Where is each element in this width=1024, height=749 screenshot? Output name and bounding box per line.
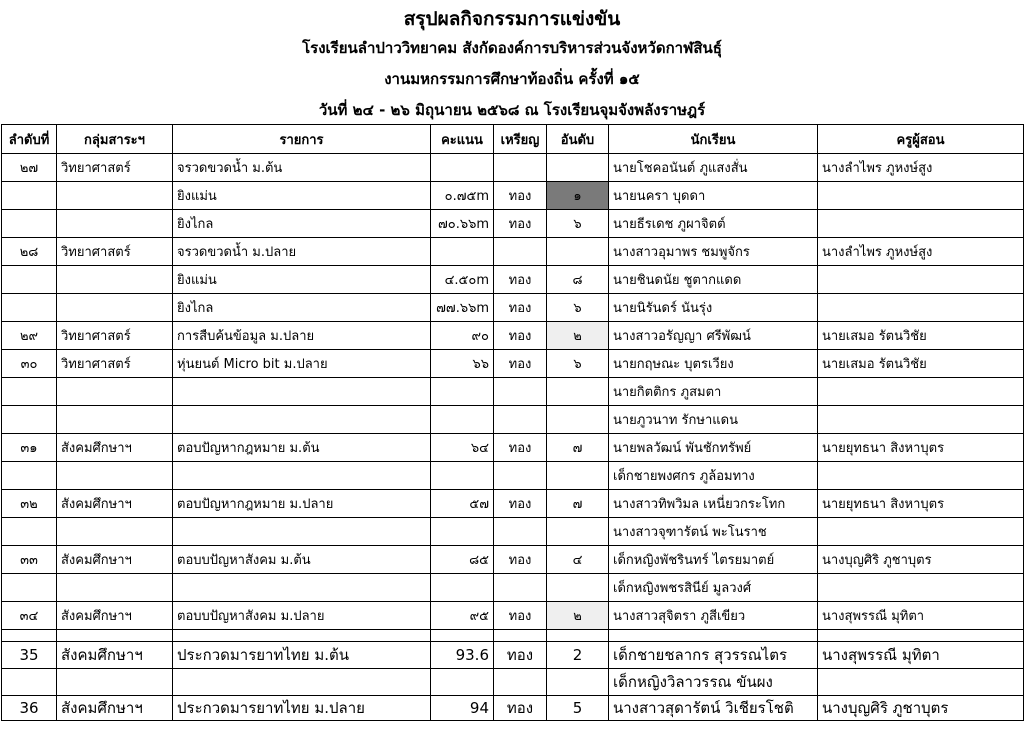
cell-score: ๘๕ — [431, 546, 494, 574]
cell-medal: ทอง — [494, 602, 547, 630]
cell-medal — [494, 406, 547, 434]
cell-order: 36 — [2, 696, 57, 721]
cell-student — [609, 630, 818, 642]
col-header-student: นักเรียน — [609, 125, 818, 154]
cell-medal — [494, 238, 547, 266]
cell-subject-group — [57, 182, 173, 210]
table-row — [2, 238, 1024, 266]
cell-teacher — [818, 669, 1024, 696]
cell-teacher: นายยุทธนา สิงหาบุตร — [818, 434, 1024, 462]
cell-event — [173, 378, 431, 406]
cell-subject-group: วิทยาศาสตร์ — [57, 350, 173, 378]
table-row — [2, 642, 1024, 669]
cell-score — [431, 238, 494, 266]
cell-order — [2, 294, 57, 322]
cell-teacher: นายเสมอ รัตนวิชัย — [818, 322, 1024, 350]
col-header-medal: เหรียญ — [494, 125, 547, 154]
cell-order: 35 — [2, 642, 57, 669]
cell-subject-group — [57, 518, 173, 546]
col-header-teacher: ครูผู้สอน — [818, 125, 1024, 154]
cell-medal: ทอง — [494, 434, 547, 462]
table-row — [2, 266, 1024, 294]
cell-subject-group — [57, 462, 173, 490]
cell-rank: ๑ — [547, 182, 609, 210]
cell-medal — [494, 154, 547, 182]
cell-rank: ๔ — [547, 546, 609, 574]
cell-order: ๒๙ — [2, 322, 57, 350]
cell-medal: ทอง — [494, 294, 547, 322]
cell-order: ๓๒ — [2, 490, 57, 518]
cell-score: ๖๖ — [431, 350, 494, 378]
cell-score: ๗๐.๖๖m — [431, 210, 494, 238]
cell-score: ๐.๗๕m — [431, 182, 494, 210]
cell-order: ๒๘ — [2, 238, 57, 266]
cell-subject-group: สังคมศึกษาฯ — [57, 642, 173, 669]
table-row — [2, 154, 1024, 182]
cell-subject-group — [57, 574, 173, 602]
cell-score — [431, 154, 494, 182]
cell-teacher — [818, 462, 1024, 490]
cell-subject-group — [57, 406, 173, 434]
cell-rank — [547, 462, 609, 490]
cell-medal: ทอง — [494, 490, 547, 518]
table-header-row — [2, 125, 1024, 154]
cell-teacher — [818, 266, 1024, 294]
cell-medal — [494, 630, 547, 642]
col-header-event: รายการ — [173, 125, 431, 154]
cell-student: นายพลวัฒน์ พันชักทรัพย์ — [609, 434, 818, 462]
cell-event: ตอบปัญหากฎหมาย ม.ปลาย — [173, 490, 431, 518]
cell-rank — [547, 406, 609, 434]
cell-order — [2, 266, 57, 294]
cell-medal: ทอง — [494, 322, 547, 350]
table-row — [2, 490, 1024, 518]
cell-medal: ทอง — [494, 266, 547, 294]
cell-student: นางสาวสุดารัตน์ วิเชียรโชติ — [609, 696, 818, 721]
cell-student: เด็กชายพงศกร ภูล้อมทาง — [609, 462, 818, 490]
cell-event — [173, 406, 431, 434]
cell-teacher — [818, 630, 1024, 642]
cell-event: ตอบปัญหากฎหมาย ม.ต้น — [173, 434, 431, 462]
cell-event — [173, 518, 431, 546]
cell-medal — [494, 574, 547, 602]
cell-rank: 2 — [547, 642, 609, 669]
cell-order — [2, 669, 57, 696]
cell-student: นางสาวสุจิตรา ภูสีเขียว — [609, 602, 818, 630]
cell-order — [2, 462, 57, 490]
table-row — [2, 630, 1024, 642]
cell-medal: ทอง — [494, 696, 547, 721]
cell-event — [173, 574, 431, 602]
cell-student: เด็กหญิงพัชรินทร์ ไตรยมาตย์ — [609, 546, 818, 574]
table-row — [2, 518, 1024, 546]
col-header-score: คะแนน — [431, 125, 494, 154]
cell-subject-group: สังคมศึกษาฯ — [57, 696, 173, 721]
school-subtitle: โรงเรียนลำปาววิทยาคม สังกัดองค์การบริหารส่วนจังหวัดกาฬสินธุ์ — [302, 39, 722, 57]
cell-rank — [547, 238, 609, 266]
cell-subject-group — [57, 266, 173, 294]
col-header-rank: อันดับ — [547, 125, 609, 154]
cell-event — [173, 630, 431, 642]
cell-rank: 5 — [547, 696, 609, 721]
table-row — [2, 210, 1024, 238]
results-table — [1, 124, 1024, 721]
cell-event: ประกวดมารยาทไทย ม.ปลาย — [173, 696, 431, 721]
cell-order — [2, 574, 57, 602]
cell-student: นายโชคอนันต์ ภูแสงสั่น — [609, 154, 818, 182]
cell-score: 94 — [431, 696, 494, 721]
cell-order — [2, 406, 57, 434]
col-header-subject-group: กลุ่มสาระฯ — [57, 125, 173, 154]
table-row — [2, 182, 1024, 210]
cell-rank: ๒ — [547, 322, 609, 350]
cell-student: นายภูวนาท รักษาแดน — [609, 406, 818, 434]
cell-medal — [494, 462, 547, 490]
cell-rank — [547, 154, 609, 182]
cell-teacher — [818, 406, 1024, 434]
cell-order — [2, 210, 57, 238]
cell-rank: ๗ — [547, 490, 609, 518]
cell-teacher: นายยุทธนา สิงหาบุตร — [818, 490, 1024, 518]
cell-student: นางสาวอุมาพร ชมพูจักร — [609, 238, 818, 266]
cell-medal — [494, 378, 547, 406]
cell-student: นายกิตติกร ภูสมตา — [609, 378, 818, 406]
cell-score — [431, 574, 494, 602]
cell-order: ๓๔ — [2, 602, 57, 630]
cell-order: ๓๑ — [2, 434, 57, 462]
table-row — [2, 378, 1024, 406]
cell-score: ๙๐ — [431, 322, 494, 350]
cell-student: เด็กหญิงวิลาวรรณ ขันผง — [609, 669, 818, 696]
cell-student: เด็กหญิงพชรสินีย์ มูลวงศ์ — [609, 574, 818, 602]
table-row — [2, 406, 1024, 434]
cell-subject-group — [57, 294, 173, 322]
cell-subject-group — [57, 210, 173, 238]
cell-event: ยิงไกล — [173, 294, 431, 322]
cell-order — [2, 518, 57, 546]
col-header-order: ลำดับที่ — [2, 125, 57, 154]
cell-order — [2, 182, 57, 210]
cell-score: ๔.๕๐m — [431, 266, 494, 294]
cell-teacher: นางลำไพร ภูหงษ์สูง — [818, 154, 1024, 182]
cell-subject-group — [57, 630, 173, 642]
cell-medal: ทอง — [494, 182, 547, 210]
cell-order: ๓๓ — [2, 546, 57, 574]
cell-rank — [547, 378, 609, 406]
cell-rank — [547, 574, 609, 602]
cell-order — [2, 630, 57, 642]
cell-score — [431, 518, 494, 546]
cell-score: ๕๗ — [431, 490, 494, 518]
cell-teacher — [818, 574, 1024, 602]
cell-student: เด็กชายชลากร สุวรรณไตร — [609, 642, 818, 669]
cell-subject-group: วิทยาศาสตร์ — [57, 238, 173, 266]
cell-rank — [547, 518, 609, 546]
cell-score — [431, 462, 494, 490]
cell-student: นายชินดนัย ชูตากแดด — [609, 266, 818, 294]
cell-subject-group: สังคมศึกษาฯ — [57, 546, 173, 574]
cell-event — [173, 462, 431, 490]
cell-score: ๗๗.๖๖m — [431, 294, 494, 322]
cell-subject-group: สังคมศึกษาฯ — [57, 434, 173, 462]
table-row — [2, 546, 1024, 574]
cell-rank: ๒ — [547, 602, 609, 630]
cell-event: การสืบค้นข้อมูล ม.ปลาย — [173, 322, 431, 350]
cell-rank — [547, 630, 609, 642]
cell-teacher: นางลำไพร ภูหงษ์สูง — [818, 238, 1024, 266]
cell-score: 93.6 — [431, 642, 494, 669]
cell-score — [431, 406, 494, 434]
cell-score: ๙๕ — [431, 602, 494, 630]
cell-event: ยิงไกล — [173, 210, 431, 238]
cell-subject-group: วิทยาศาสตร์ — [57, 154, 173, 182]
table-row — [2, 696, 1024, 721]
cell-medal: ทอง — [494, 642, 547, 669]
cell-teacher: นางสุพรรณี มุทิตา — [818, 642, 1024, 669]
cell-medal — [494, 518, 547, 546]
cell-rank: ๖ — [547, 350, 609, 378]
table-row — [2, 294, 1024, 322]
cell-order — [2, 378, 57, 406]
cell-event — [173, 669, 431, 696]
cell-rank: ๘ — [547, 266, 609, 294]
cell-score — [431, 378, 494, 406]
cell-rank: ๖ — [547, 294, 609, 322]
event-subtitle: งานมหกรรมการศึกษาท้องถิ่น ครั้งที่ ๑๕ — [384, 70, 640, 88]
cell-event: ยิงแม่น — [173, 266, 431, 294]
table-row — [2, 434, 1024, 462]
cell-medal: ทอง — [494, 546, 547, 574]
cell-event: ยิงแม่น — [173, 182, 431, 210]
cell-student: นางสาวทิพวิมล เหนี่ยวกระโทก — [609, 490, 818, 518]
cell-score — [431, 669, 494, 696]
cell-teacher: นางบุญศิริ ภูชาบุตร — [818, 696, 1024, 721]
cell-subject-group: วิทยาศาสตร์ — [57, 322, 173, 350]
table-row — [2, 350, 1024, 378]
cell-subject-group: สังคมศึกษาฯ — [57, 602, 173, 630]
table-row — [2, 669, 1024, 696]
cell-student: นายธีรเดช ภูผาจิตต์ — [609, 210, 818, 238]
cell-medal: ทอง — [494, 350, 547, 378]
cell-subject-group: สังคมศึกษาฯ — [57, 490, 173, 518]
cell-teacher: นางบุญศิริ ภูชาบุตร — [818, 546, 1024, 574]
date-subtitle: วันที่ ๒๔ - ๒๖ มิถุนายน ๒๕๖๘ ณ โรงเรียนจุมจังพลังราษฎร์ — [318, 101, 706, 119]
cell-medal: ทอง — [494, 210, 547, 238]
cell-teacher — [818, 182, 1024, 210]
cell-teacher — [818, 518, 1024, 546]
cell-student: นางสาวจุฑารัตน์ พะโนราช — [609, 518, 818, 546]
table-row — [2, 322, 1024, 350]
cell-event: ตอบบปัญหาสังคม ม.ต้น — [173, 546, 431, 574]
cell-teacher — [818, 294, 1024, 322]
cell-student: นายกฤษณะ บุตรเวียง — [609, 350, 818, 378]
cell-student: นายนครา บุดดา — [609, 182, 818, 210]
cell-event: จรวดขวดน้ำ ม.ต้น — [173, 154, 431, 182]
page-title: สรุปผลกิจกรรมการแข่งขัน — [403, 8, 621, 30]
cell-teacher — [818, 378, 1024, 406]
cell-order: ๓๐ — [2, 350, 57, 378]
cell-teacher: นายเสมอ รัตนวิชัย — [818, 350, 1024, 378]
table-row — [2, 574, 1024, 602]
cell-event: ตอบบปัญหาสังคม ม.ปลาย — [173, 602, 431, 630]
cell-student: นางสาวอรัญญา ศรีพัฒน์ — [609, 322, 818, 350]
cell-rank — [547, 669, 609, 696]
cell-subject-group — [57, 669, 173, 696]
cell-rank: ๖ — [547, 210, 609, 238]
table-row — [2, 462, 1024, 490]
cell-rank: ๗ — [547, 434, 609, 462]
cell-event: ประกวดมารยาทไทย ม.ต้น — [173, 642, 431, 669]
cell-teacher — [818, 210, 1024, 238]
cell-teacher: นางสุพรรณี มุทิตา — [818, 602, 1024, 630]
table-row — [2, 602, 1024, 630]
cell-event: จรวดขวดน้ำ ม.ปลาย — [173, 238, 431, 266]
cell-score — [431, 630, 494, 642]
cell-subject-group — [57, 378, 173, 406]
cell-event: หุ่นยนต์ Micro bit ม.ปลาย — [173, 350, 431, 378]
cell-medal — [494, 669, 547, 696]
cell-score: ๖๔ — [431, 434, 494, 462]
cell-order: ๒๗ — [2, 154, 57, 182]
cell-student: นายนิรันดร์ นันรุ่ง — [609, 294, 818, 322]
